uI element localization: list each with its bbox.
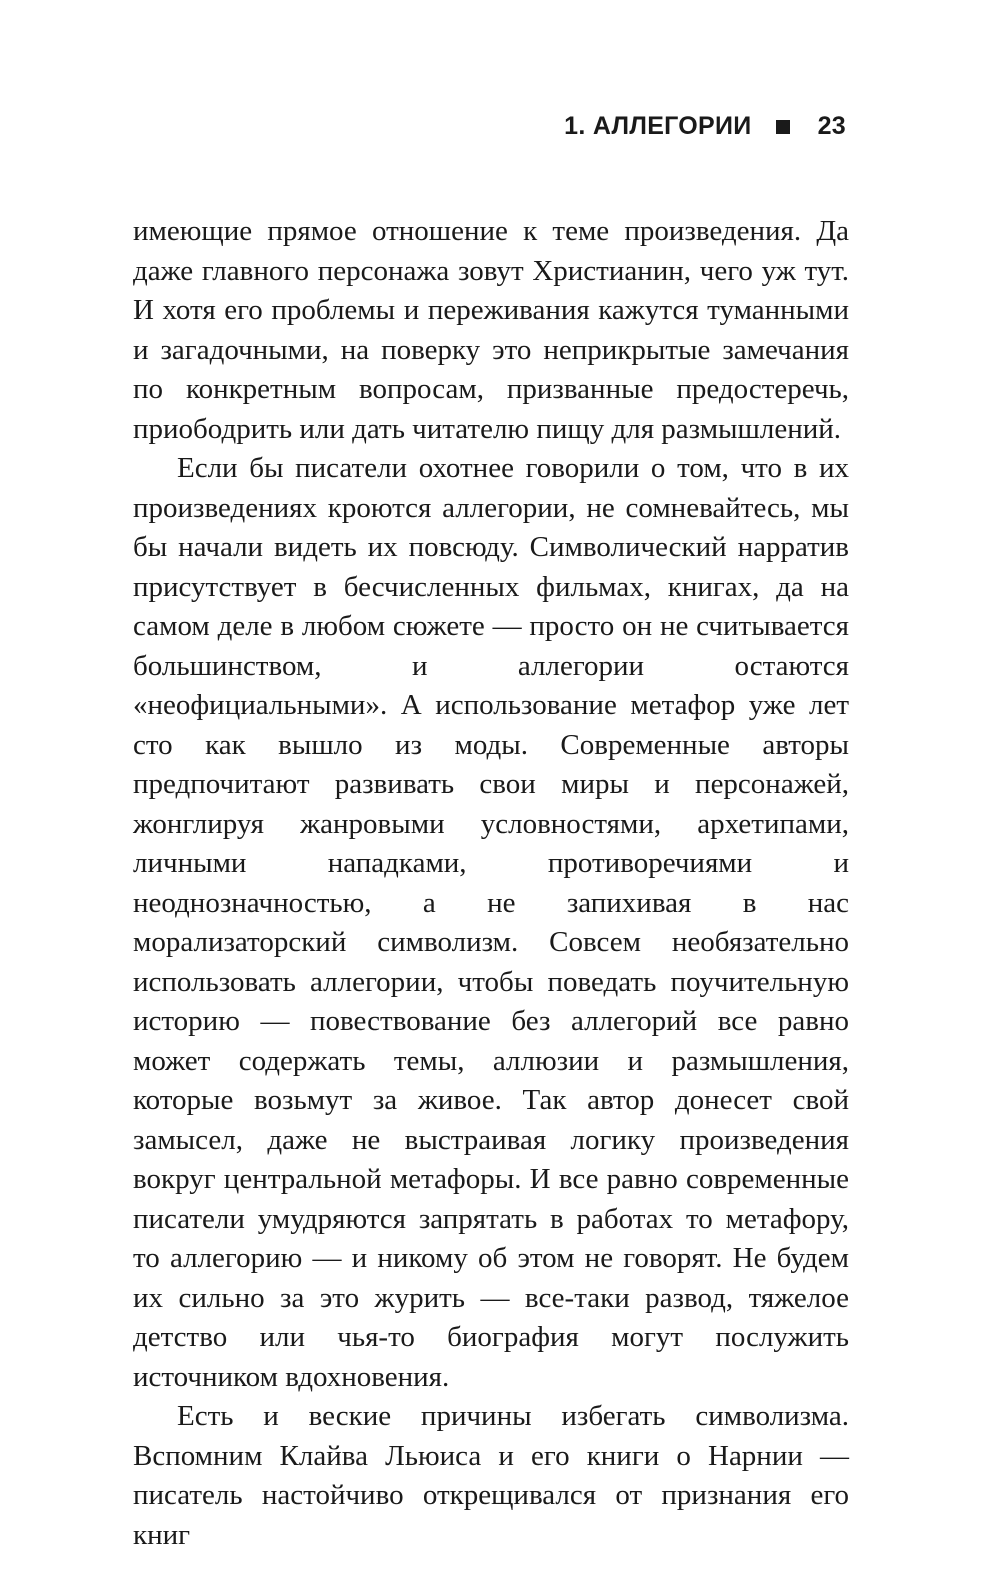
- paragraph: Есть и веские причины избегать символизма. Вспомним Клайва Льюиса и его книги о Нарнии — писатель настойчиво открещивался от признания его книг: [133, 1400, 849, 1551]
- running-header: [564, 112, 846, 141]
- square-bullet-icon: [776, 120, 790, 134]
- body-text: [133, 212, 849, 1555]
- paragraph: Если бы писатели охотнее говорили о том, что в их произведениях кроются аллегории, не сомневайтесь, мы бы начали видеть их повсюду. Символический нарратив присутствует в бесчисленных фильмах, книгах, да на самом деле в любом сюжете — просто он не считывается большинством, и аллегории остаются «неофициальными». А использование метафор уже лет сто как вышло из моды. Современные авторы предпочитают развивать свои миры и персонажей, жонглируя жанровыми условностями, архетипами, личными нападками, противоречиями и неоднозначностью, а не запихивая в нас морализаторский символизм. Совсем необязательно использовать аллегории, чтобы поведать поучительную историю — повествование без аллегорий все равно может содержать темы, аллюзии и размышления, которые возьмут за живое. Так автор донесет свой замысел, даже не выстраивая логику произведения вокруг центральной метафоры. И все равно современные писатели умудряются запрятать в работах то метафору, то аллегорию — и никому об этом не говорят. Не будем их сильно за это журить — все-таки развод, тяжелое детство или чья-то биография могут послужить источником вдохновения.: [133, 452, 849, 1393]
- chapter-title: 1. АЛЛЕГОРИИ: [564, 112, 752, 140]
- page-number: 23: [817, 112, 846, 140]
- paragraph: имеющие прямое отношение к теме произведения. Да даже главного персонажа зовут Христианин, чего уж тут. И хотя его проблемы и переживания кажутся туманными и загадочными, на поверку это неприкрытые замечания по конкретным вопросам, призванные предостеречь, приободрить или дать читателю пищу для размышлений.: [133, 215, 849, 445]
